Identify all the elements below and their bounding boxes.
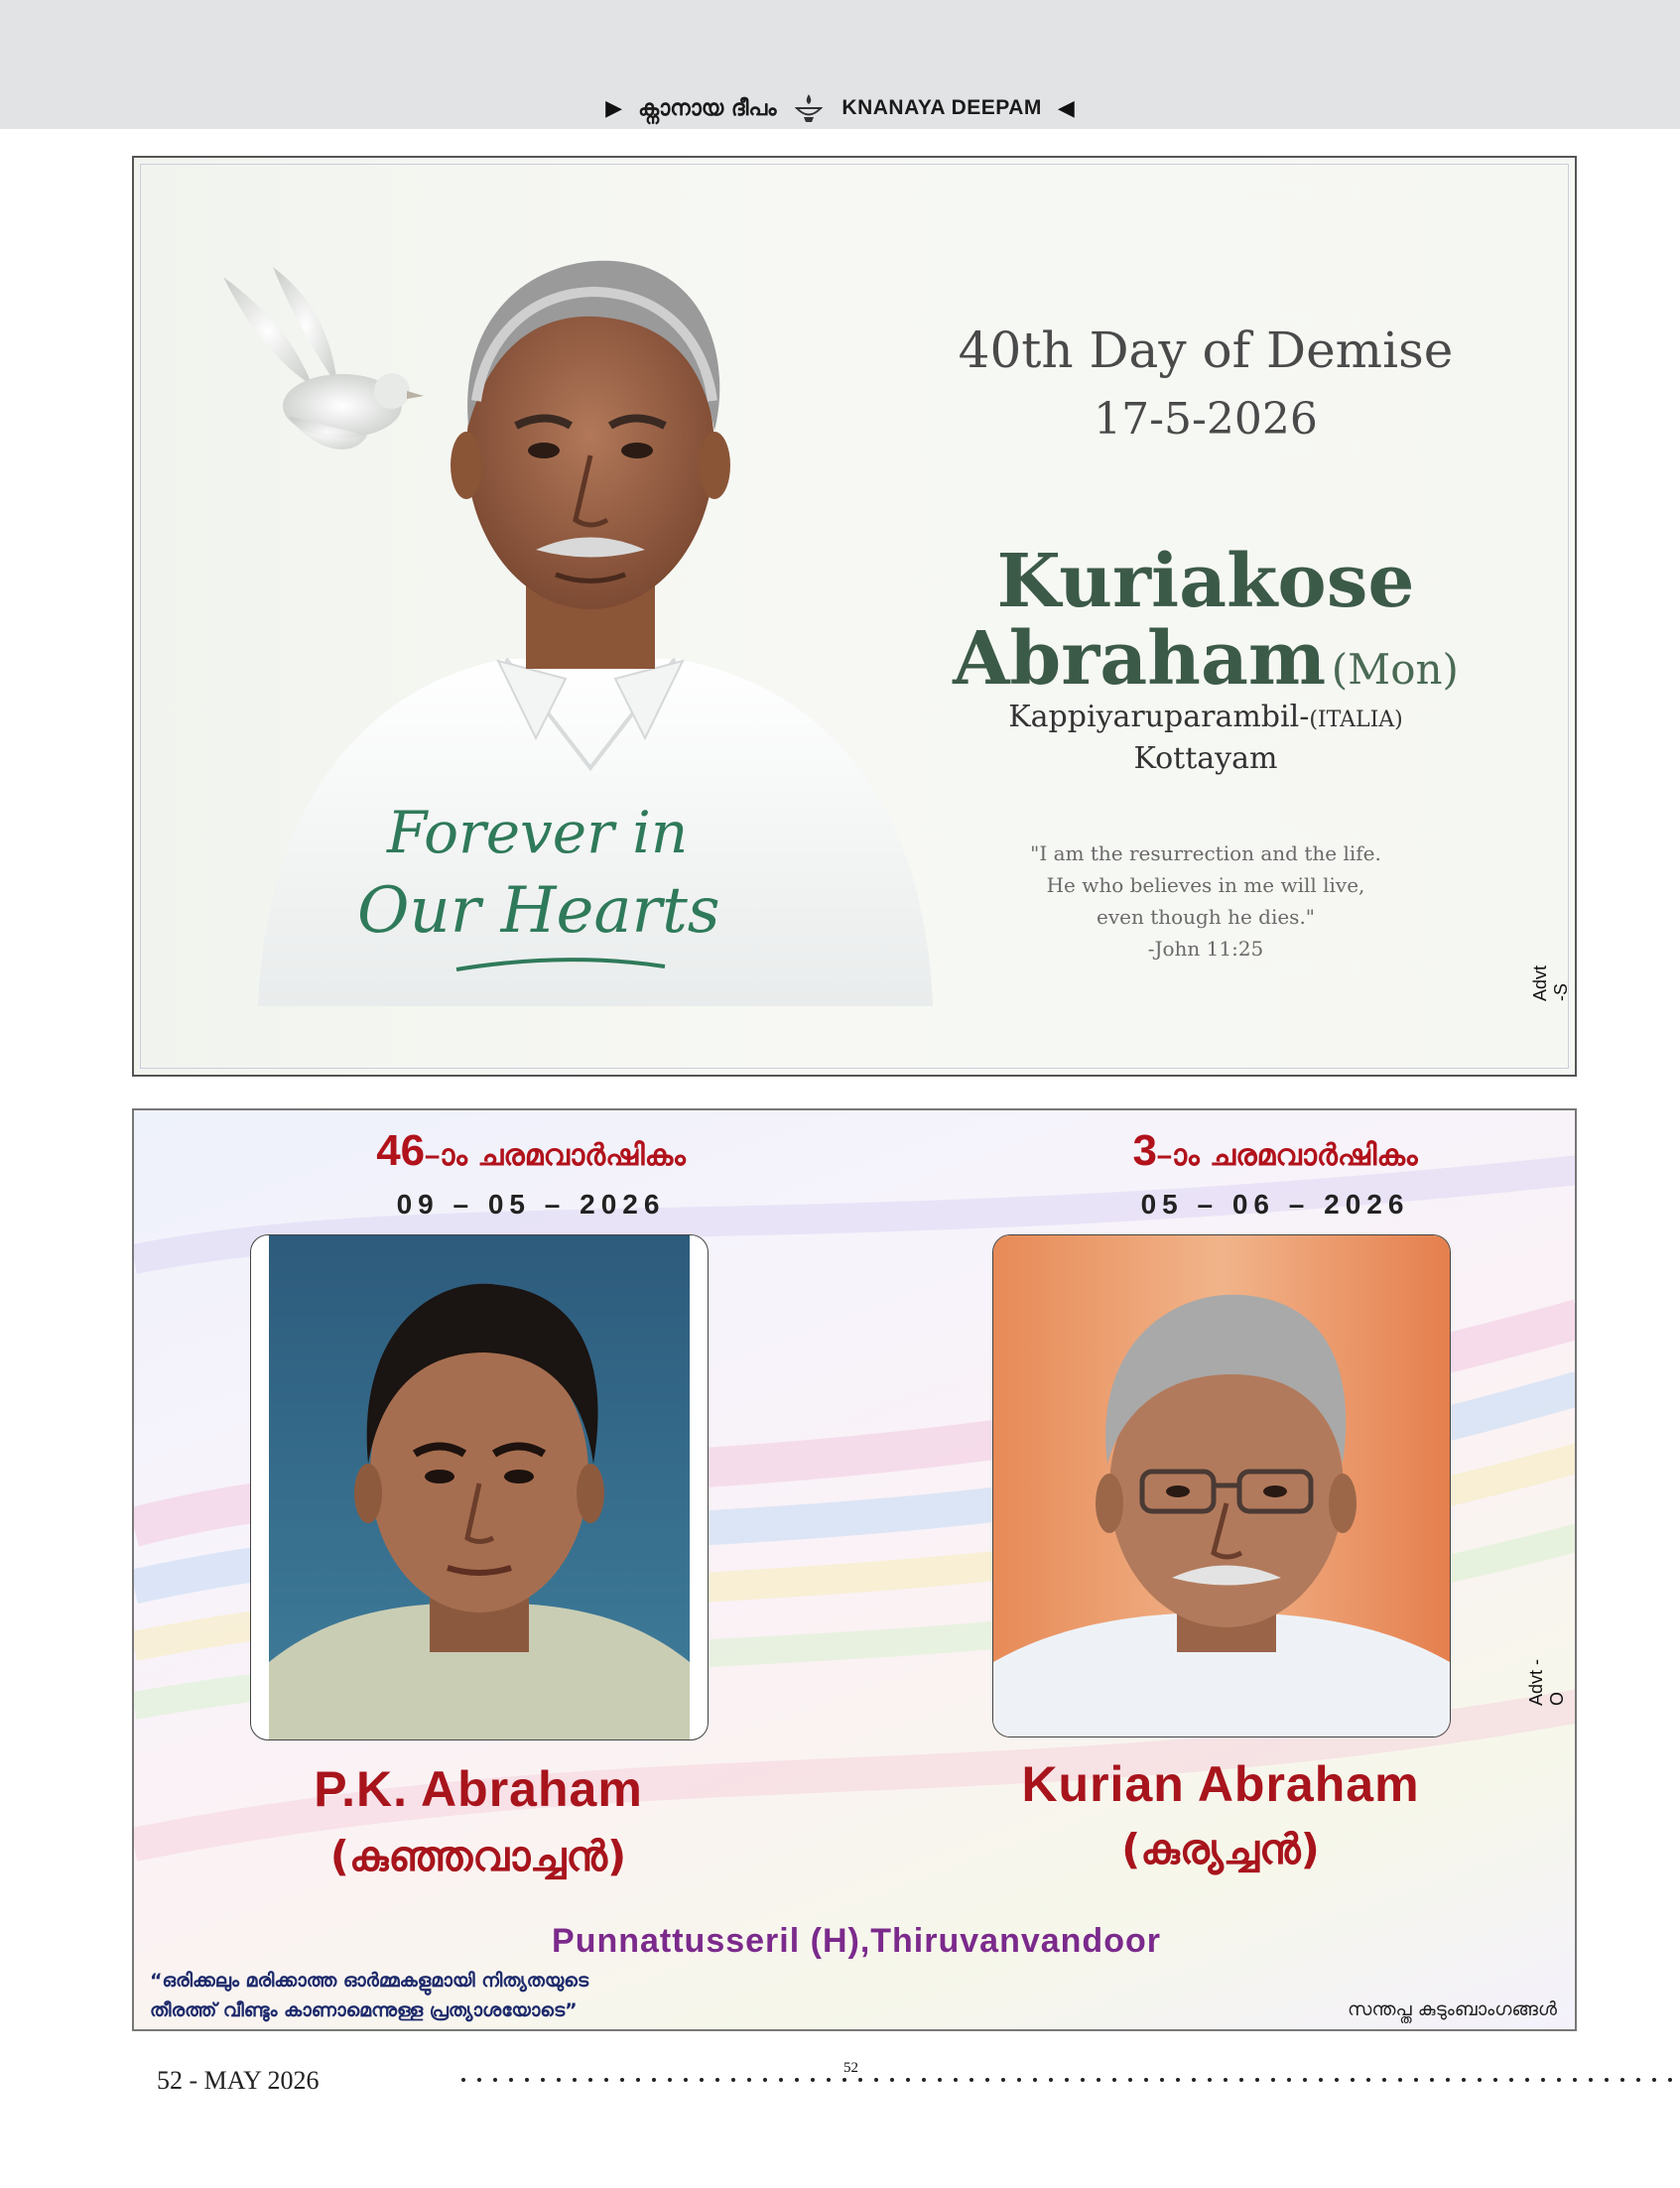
place-name: Kottayam — [1133, 741, 1278, 776]
pk-abraham-photo — [251, 1235, 708, 1739]
left-anniversary-label: –ാം ചരമവാർഷികം — [425, 1138, 686, 1173]
pk-abraham-photo-frame — [250, 1234, 709, 1740]
forever-in-our-hearts-script — [347, 783, 764, 981]
kurian-abraham-photo — [993, 1235, 1450, 1737]
left-anniversary-title — [283, 1126, 779, 1176]
left-person-name: P.K. Abraham — [314, 1761, 643, 1817]
family-address: Punnattusseril (H),Thiruvanvandoor — [552, 1922, 1161, 1960]
deceased-surname — [888, 616, 1523, 702]
left-anniversary-number: 46 — [376, 1126, 426, 1175]
page-number: 52 — [843, 2060, 858, 2076]
quote-line: തീരത്ത് വീണ്ടും കാണാമെന്നുള്ള പ്രത്യാശയോടെ” — [150, 1999, 578, 2021]
left-person-nickname: (കുഞ്ഞവാച്ചൻ) — [329, 1832, 627, 1880]
right-anniversary-date: 05 – 06 – 2026 — [1140, 1189, 1410, 1220]
house-name-text: Kappiyaruparambil- — [1008, 700, 1310, 734]
memorial-advert-kuriakose — [132, 156, 1577, 1077]
demise-date: 17-5-2026 — [1094, 394, 1318, 445]
kurian-abraham-photo-frame — [992, 1234, 1451, 1738]
advert-code: Advt -S — [1530, 965, 1571, 1001]
page-header-band — [0, 0, 1680, 129]
bereaved-family: സന്തപ്ത കുടുംബാംഗങ്ങൾ — [1348, 1998, 1557, 2020]
oil-lamp-icon — [792, 91, 826, 125]
memorial-quote — [150, 1966, 588, 2025]
bible-verse — [958, 837, 1454, 965]
advert-code: Advt -O — [1526, 1658, 1567, 1706]
deceased-nickname: (Mon) — [1331, 645, 1459, 694]
right-anniversary-title — [1027, 1126, 1523, 1176]
deceased-first-name: Kuriakose — [996, 539, 1415, 624]
left-anniversary-date: 09 – 05 – 2026 — [396, 1189, 666, 1220]
verse-line: -John 11:25 — [1147, 937, 1264, 961]
right-person-nickname: (കുര്യച്ചൻ) — [1121, 1825, 1320, 1873]
right-anniversary-number: 3 — [1132, 1126, 1157, 1175]
magazine-masthead — [0, 87, 1680, 129]
house-suffix: (ITALIA) — [1309, 708, 1403, 732]
script-line-1: Forever in — [387, 799, 689, 866]
triangle-right-icon: ▶ — [605, 95, 623, 121]
right-person-name: Kurian Abraham — [1021, 1756, 1420, 1812]
memorial-advert-abraham-family — [132, 1108, 1577, 2031]
dotted-rule — [461, 2070, 1680, 2090]
magazine-name-malayalam: ക്നാനായ ദീപം — [638, 95, 777, 121]
demise-title: 40th Day of Demise — [958, 322, 1454, 379]
triangle-left-icon: ◀ — [1057, 95, 1075, 121]
magazine-name-english: KNANAYA DEEPAM — [841, 96, 1042, 119]
page-label: 52 - MAY 2026 — [157, 2066, 320, 2095]
script-line-2: Our Hearts — [357, 874, 720, 948]
deceased-surname-text: Abraham — [953, 616, 1327, 702]
verse-line: even though he dies." — [1096, 905, 1316, 929]
right-anniversary-label: –ാം ചരമവാർഷികം — [1156, 1138, 1418, 1173]
verse-line: He who believes in me will live, — [1046, 873, 1365, 897]
house-name — [888, 700, 1523, 734]
verse-line: "I am the resurrection and the life. — [1030, 841, 1381, 865]
quote-line: “ഒരിക്കലും മരിക്കാത്ത ഓർമ്മകളുമായി നിത്യതയുടെ — [150, 1970, 589, 1992]
